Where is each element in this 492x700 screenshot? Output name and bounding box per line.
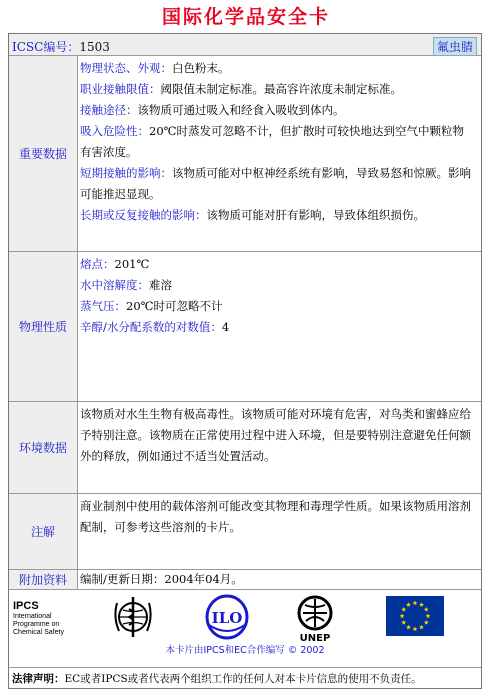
section-content <box>78 56 481 251</box>
ipcs-logo <box>13 600 64 637</box>
card-frame <box>8 33 482 689</box>
data-line <box>80 205 475 226</box>
section-label: 附加资料 <box>9 570 78 589</box>
icsc-id <box>12 38 110 55</box>
data-key: 长期或反复接触的影响： <box>80 208 207 222</box>
icsc-header-row <box>9 34 481 56</box>
chemical-name-badge: 氟虫腈 <box>433 37 477 56</box>
data-line <box>80 275 475 296</box>
organizations-footer <box>9 590 481 668</box>
section-physical-properties <box>9 252 481 402</box>
data-value: 该物质可能对中枢神经系统有影响，导致易怒和惊厥。影响可能推迟显现。 <box>80 166 471 201</box>
data-key: 短期接触的影响： <box>80 166 172 180</box>
data-key: 职业接触限值： <box>80 82 161 96</box>
ilo-text: ILO <box>211 609 243 627</box>
data-line <box>80 163 475 205</box>
data-line <box>80 121 475 163</box>
data-key: 辛醇/水分配系数的对数值： <box>80 320 222 334</box>
data-line <box>80 254 475 275</box>
data-value: 白色粉末。 <box>172 61 230 75</box>
unep-logo-icon <box>292 593 338 645</box>
section-additional-info <box>9 570 481 590</box>
section-environment <box>9 402 481 494</box>
data-value: 阈限值未制定标准。最高容许浓度未制定标准。 <box>160 82 402 96</box>
data-line <box>80 317 475 338</box>
data-value: 该物质可能对肝有影响，导致体组织损伤。 <box>206 208 425 222</box>
unep-text: UNEP <box>299 633 331 644</box>
icsc-label: ICSC编号： <box>12 40 80 54</box>
ipcs-subtitle-line: Chemical Safety <box>13 629 64 636</box>
copyright-note: 本卡片由IPCS和EC合作编写 © 2002 <box>165 645 325 656</box>
data-line <box>80 100 475 121</box>
data-key: 水中溶解度： <box>80 278 149 292</box>
eu-flag-icon <box>386 596 444 636</box>
data-key: 接触途径： <box>80 103 138 117</box>
section-important-data <box>9 56 481 252</box>
legal-notice <box>9 668 481 689</box>
data-line <box>80 79 475 100</box>
data-value: 20℃时蒸发可忽略不计，但扩散时可较快地达到空气中颗粒物有害浓度。 <box>80 124 464 159</box>
section-label: 注解 <box>9 494 78 569</box>
data-value: 20℃时可忽略不计 <box>126 299 223 313</box>
data-line <box>80 58 475 79</box>
section-content: 商业制剂中使用的载体溶剂可能改变其物理和毒理学性质。如果该物质用溶剂配制，可参考这些溶剂的卡片。 <box>78 494 481 569</box>
data-value: 201℃ <box>114 257 150 271</box>
data-key: 蒸气压： <box>80 299 126 313</box>
ipcs-subtitle-line: International <box>13 613 52 620</box>
ipcs-title: IPCS <box>13 600 39 612</box>
ipcs-subtitle-line: Programme on <box>13 621 60 628</box>
legal-label: 法律声明： <box>12 673 65 685</box>
data-value: 该物质可通过吸入和经食入吸收到体内。 <box>137 103 345 117</box>
ilo-logo-icon <box>201 593 253 643</box>
data-key: 熔点： <box>80 257 115 271</box>
section-content: 编制/更新日期：2004年04月。 <box>78 570 481 589</box>
data-line <box>80 296 475 317</box>
card-title: 国际化学品安全卡 <box>161 6 330 28</box>
data-key: 吸入危险性： <box>80 124 149 138</box>
legal-text: EC或者IPCS或者代表两个组织工作的任何人对本卡片信息的使用不负责任。 <box>64 673 422 685</box>
section-notes <box>9 494 481 570</box>
section-label: 重要数据 <box>9 56 78 251</box>
data-value: 难溶 <box>149 278 172 292</box>
data-key: 物理状态、外观： <box>80 61 172 75</box>
section-label: 物理性质 <box>9 252 78 401</box>
section-label: 环境数据 <box>9 402 78 493</box>
who-emblem-icon <box>109 593 157 641</box>
section-content <box>78 252 481 401</box>
section-content: 该物质对水生生物有极高毒性。该物质可能对环境有危害，对鸟类和蜜蜂应给予特别注意。该物质在正常使用过程中进入环境，但是要特别注意避免任何额外的释放，例如通过不适当处置活动。 <box>78 402 481 493</box>
data-value: 4 <box>221 320 230 334</box>
icsc-number: 1503 <box>79 40 110 54</box>
